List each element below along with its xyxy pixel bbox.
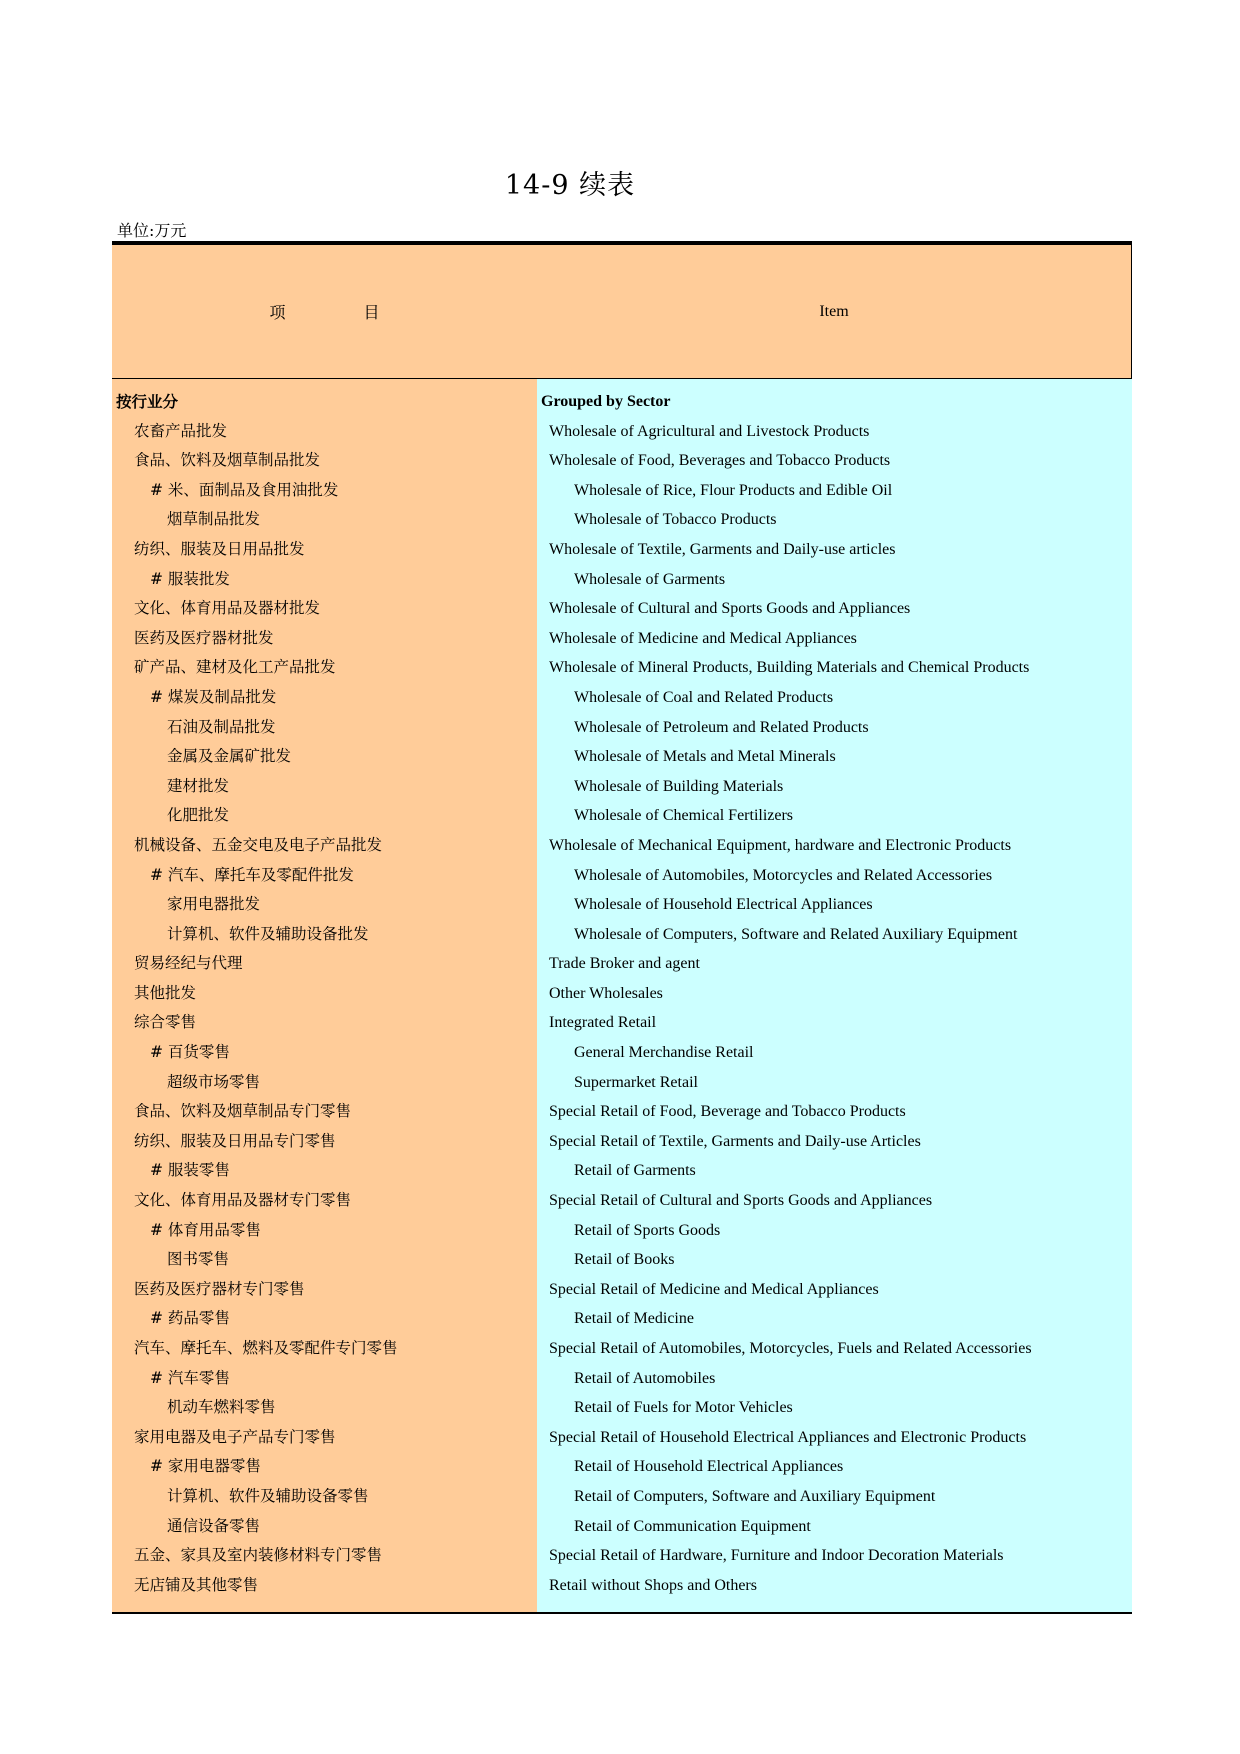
row-cn: 机动车燃料零售 — [167, 1398, 276, 1417]
row-en: Special Retail of Food, Beverage and Tobacco Products — [549, 1103, 906, 1121]
row-en: Retail without Shops and Others — [549, 1576, 757, 1594]
row-en: Retail of Automobiles — [574, 1369, 716, 1387]
row-en: Wholesale of Agricultural and Livestock Products — [549, 422, 870, 440]
row-cn: 纺织、服装及日用品批发 — [134, 539, 305, 558]
row-cn: 按行业分 — [116, 392, 179, 411]
row-en: Wholesale of Textile, Garments and Daily-use articles — [549, 540, 896, 558]
row-en: Wholesale of Coal and Related Products — [574, 688, 834, 706]
row-cn: 食品、饮料及烟草制品批发 — [134, 451, 321, 470]
row-cn: # 家用电器零售 — [150, 1457, 261, 1476]
row-cn: 家用电器批发 — [167, 895, 261, 914]
row-en: Supermarket Retail — [574, 1073, 698, 1091]
row-en: Special Retail of Textile, Garments and Daily-use Articles — [549, 1132, 921, 1150]
row-en: Wholesale of Household Electrical Appliances — [574, 896, 873, 914]
row-cn: 五金、家具及室内装修材料专门零售 — [134, 1546, 383, 1565]
unit-label: 单位:万元 — [117, 221, 187, 240]
column-en — [537, 379, 1132, 1612]
row-en: Wholesale of Food, Beverages and Tobacco Products — [549, 452, 891, 470]
row-en: Retail of Books — [574, 1251, 675, 1269]
row-en: Special Retail of Cultural and Sports Goods and Appliances — [549, 1192, 933, 1210]
row-en: Integrated Retail — [549, 1014, 657, 1032]
row-cn: 文化、体育用品及器材专门零售 — [134, 1191, 352, 1210]
row-cn: # 药品零售 — [150, 1309, 230, 1328]
row-cn: 家用电器及电子产品专门零售 — [134, 1427, 336, 1446]
row-en: Special Retail of Automobiles, Motorcycles, Fuels and Related Accessories — [549, 1340, 1032, 1357]
row-en: Retail of Fuels for Motor Vehicles — [574, 1399, 793, 1417]
row-cn: # 服装批发 — [150, 569, 230, 588]
row-cn: 计算机、软件及辅助设备批发 — [167, 924, 369, 943]
row-cn: # 服装零售 — [150, 1161, 230, 1180]
row-cn: 通信设备零售 — [167, 1516, 261, 1535]
row-en: Retail of Sports Goods — [574, 1221, 721, 1239]
column-cn — [112, 379, 537, 1612]
row-en: Retail of Garments — [574, 1162, 696, 1180]
row-en: Special Retail of Hardware, Furniture and Indoor Decoration Materials — [549, 1547, 1004, 1565]
row-cn: 建材批发 — [167, 776, 230, 795]
row-en: Retail of Medicine — [574, 1310, 694, 1328]
row-cn: 汽车、摩托车、燃料及零配件专门零售 — [134, 1339, 398, 1357]
row-en: Wholesale of Medicine and Medical Appliances — [549, 629, 857, 647]
row-en: Special Retail of Medicine and Medical Appliances — [549, 1280, 879, 1298]
row-en: Other Wholesales — [549, 984, 663, 1002]
row-cn: 化肥批发 — [167, 806, 230, 825]
row-en: Wholesale of Tobacco Products — [574, 511, 777, 529]
row-en: Wholesale of Petroleum and Related Products — [574, 718, 869, 736]
row-en: Wholesale of Building Materials — [574, 777, 784, 795]
row-cn: # 体育用品零售 — [150, 1220, 261, 1239]
table-body — [112, 379, 1132, 1612]
row-en: Wholesale of Mechanical Equipment, hardware and Electronic Products — [549, 836, 1012, 854]
header-item-cn — [112, 245, 537, 378]
row-cn: 无店铺及其他零售 — [134, 1575, 259, 1594]
header-item-en: Item — [819, 302, 849, 320]
row-en: Wholesale of Garments — [574, 570, 726, 588]
row-cn: 机械设备、五金交电及电子产品批发 — [134, 835, 383, 854]
page-title: 14-9 续表 — [504, 170, 636, 201]
row-en: Wholesale of Cultural and Sports Goods and Appliances — [549, 600, 911, 618]
row-cn: # 汽车、摩托车及零配件批发 — [150, 865, 354, 884]
data-table — [112, 241, 1132, 1614]
row-cn: 医药及医疗器材批发 — [134, 628, 274, 647]
header-item-cn-1: 项 — [269, 303, 286, 322]
row-en: Wholesale of Computers, Software and Related Auxiliary Equipment — [574, 925, 1018, 943]
row-en: Retail of Communication Equipment — [574, 1517, 811, 1535]
row-en: Trade Broker and agent — [549, 955, 700, 973]
table-header — [112, 245, 1132, 379]
row-cn: 贸易经纪与代理 — [134, 954, 243, 973]
row-cn: # 百货零售 — [150, 1043, 230, 1062]
row-en: Special Retail of Household Electrical Appliances and Electronic Products — [549, 1428, 1027, 1446]
row-en: Retail of Computers, Software and Auxiliary Equipment — [574, 1487, 936, 1505]
bottom-rule — [112, 1612, 1132, 1614]
row-cn: # 汽车零售 — [150, 1368, 230, 1387]
row-cn: 综合零售 — [134, 1013, 197, 1032]
row-en: Wholesale of Mineral Products, Building Materials and Chemical Products — [549, 659, 1030, 677]
row-cn: 其他批发 — [134, 983, 197, 1002]
row-en: Wholesale of Rice, Flour Products and Edible Oil — [574, 481, 893, 499]
row-cn: # 煤炭及制品批发 — [150, 687, 277, 706]
row-cn: 计算机、软件及辅助设备零售 — [167, 1486, 369, 1505]
row-cn: 矿产品、建材及化工产品批发 — [134, 658, 336, 677]
row-cn: 石油及制品批发 — [167, 717, 276, 736]
row-cn: 纺织、服装及日用品专门零售 — [134, 1131, 336, 1150]
row-en: Wholesale of Metals and Metal Minerals — [574, 748, 836, 766]
row-cn: 医药及医疗器材专门零售 — [134, 1279, 305, 1298]
row-cn: 图书零售 — [167, 1250, 230, 1269]
row-cn: 文化、体育用品及器材批发 — [134, 599, 321, 618]
row-cn: 超级市场零售 — [167, 1072, 261, 1091]
row-en: Grouped by Sector — [541, 393, 671, 410]
row-cn: 金属及金属矿批发 — [167, 747, 292, 766]
row-en: Wholesale of Automobiles, Motorcycles and Related Accessories — [574, 866, 993, 884]
row-en: Wholesale of Chemical Fertilizers — [574, 807, 794, 825]
row-cn: # 米、面制品及食用油批发 — [150, 480, 339, 499]
row-en: General Merchandise Retail — [574, 1044, 754, 1062]
header-item-cn-2: 目 — [363, 303, 380, 322]
row-cn: 农畜产品批发 — [134, 421, 228, 440]
row-cn: 烟草制品批发 — [167, 510, 261, 529]
row-cn: 食品、饮料及烟草制品专门零售 — [134, 1102, 352, 1121]
row-en: Retail of Household Electrical Appliances — [574, 1458, 844, 1476]
